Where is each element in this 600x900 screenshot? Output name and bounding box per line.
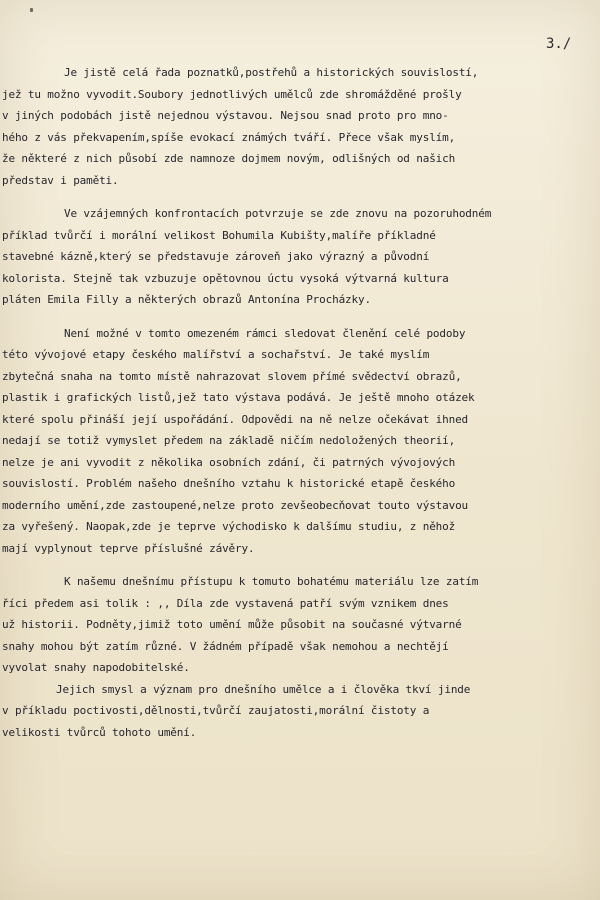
text-line: Není možné v tomto omezeném rámci sledovat členění celé podoby <box>64 326 466 340</box>
page-number: 3./ <box>546 36 572 52</box>
text-line: pláten Emila Filly a některých obrazů Antonína Procházky. <box>2 293 371 306</box>
document-body <box>2 62 594 755</box>
text-line: mají vyplynout teprve příslušné závěry. <box>2 541 255 555</box>
text-line: už historii. Podněty,jimiž toto umění může působit na současné výtvarné <box>2 618 462 631</box>
text-line: nelze je ani vyvodit z několika osobních zdání, či patrných vývojových <box>2 455 456 469</box>
text-line: hého z vás překvapením,spíše evokací známých tváří. Přece však myslím, <box>2 130 456 144</box>
text-line: říci předem asi tolik : ,, Díla zde vystavená patří svým vznikem dnes <box>2 596 449 610</box>
text-line: K našemu dnešnímu přístupu k tomuto bohatému materiálu lze zatím <box>64 575 479 588</box>
text-line: v jiných podobách jistě nejednou výstavou. Nejsou snad proto pro mno- <box>2 109 449 122</box>
text-line: této vývojové etapy českého malířství a sochařství. Je také myslím <box>2 348 430 361</box>
text-line: jež tu možno vyvodit.Soubory jednotlivých umělců zde shromážděné prošly <box>2 87 462 101</box>
paragraph-1 <box>2 62 594 191</box>
text-line: v příkladu poctivosti,dělnosti,tvůrčí zaujatosti,morální čistoty a <box>2 704 430 717</box>
text-line: že některé z nich působí zde namnoze dojmem novým, odlišných od našich <box>2 152 456 165</box>
text-line: plastik i grafických listů,jež tato výstava podává. Je ještě mnoho otázek <box>2 391 475 404</box>
paragraph-4 <box>2 571 594 743</box>
text-line: zbytečná snaha na tomto místě nahrazovat slovem přímé svědectví obrazů, <box>2 369 462 383</box>
text-line: souvislostí. Problém našeho dnešního vztahu k historické etapě českého <box>2 477 456 490</box>
paper-mark <box>30 8 33 12</box>
paragraph-3 <box>2 323 594 560</box>
text-line: kolorista. Stejně tak vzbuzuje opětovnou úctu vysoká výtvarná kultura <box>2 271 449 285</box>
text-line: příklad tvůrčí i morální velikost Bohumila Kubišty,malíře příkladné <box>2 228 436 242</box>
text-line: Je jistě celá řada poznatků,postřehů a historických souvislostí, <box>64 66 479 79</box>
text-line: stavebné kázně,který se představuje zároveň jako výrazný a původní <box>2 250 430 263</box>
text-line: Ve vzájemných konfrontacích potvrzuje se zde znovu na pozoruhodném <box>64 207 492 220</box>
text-line: které spolu přináší její uspořádání. Odpovědi na ně nelze očekávat ihned <box>2 412 469 426</box>
text-line: nedají se totiž vymyslet předem na základě ničím nedoložených theorií, <box>2 434 456 447</box>
text-line: Jejich smysl a význam pro dnešního umělce a i člověka tkví jinde <box>56 682 471 696</box>
text-line: velikosti tvůrců tohoto umění. <box>2 725 197 739</box>
text-line: představ i paměti. <box>2 173 119 187</box>
text-line: vyvolat snahy napodobitelské. <box>2 661 190 674</box>
text-line: moderního umění,zde zastoupené,nelze proto zevšeobecňovat touto výstavou <box>2 498 469 512</box>
text-line: snahy mohou být zatím různé. V žádném případě však nemohou a nechtějí <box>2 639 449 653</box>
paragraph-2 <box>2 203 594 311</box>
text-line: za vyřešený. Naopak,zde je teprve východisko k dalšímu studiu, z něhož <box>2 520 456 533</box>
